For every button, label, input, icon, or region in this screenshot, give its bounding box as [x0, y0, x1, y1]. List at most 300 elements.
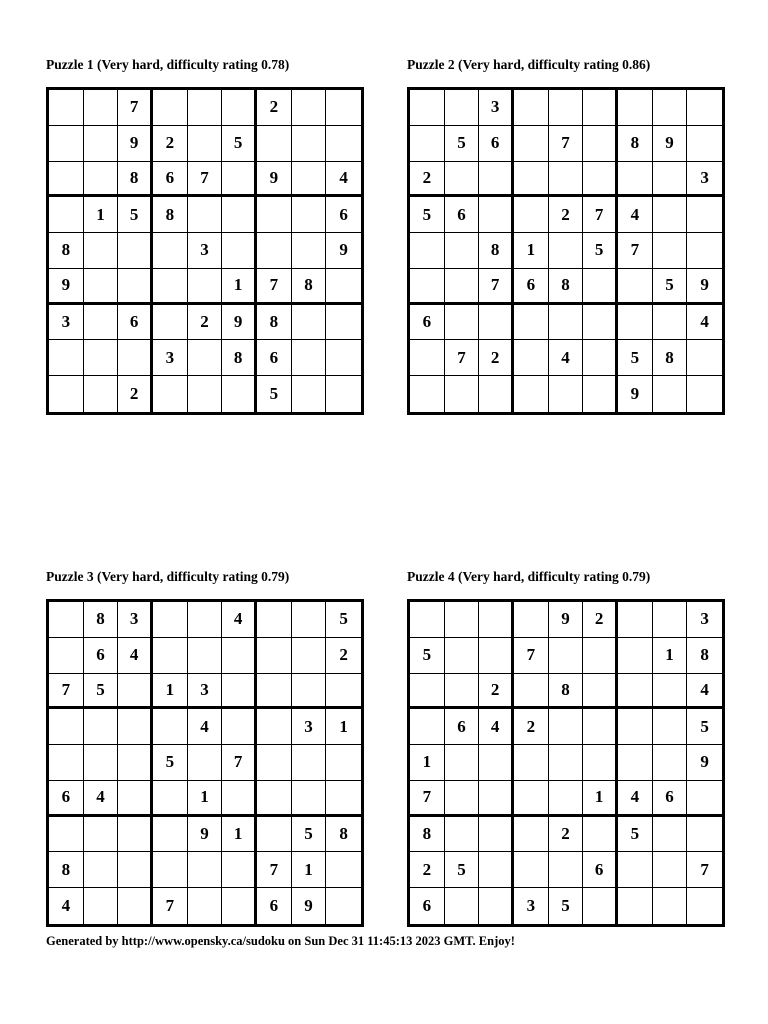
footer-text: Generated by http://www.opensky.ca/sudoku on Sun Dec 31 11:45:13 2023 GMT. Enjoy!: [46, 934, 515, 948]
sudoku-cell: 8: [618, 126, 653, 162]
sudoku-cell: 2: [153, 126, 188, 162]
sudoku-cell: [653, 197, 688, 233]
sudoku-cell: 1: [222, 817, 257, 853]
sudoku-cell: [49, 745, 84, 781]
sudoku-cell: 2: [326, 638, 361, 674]
sudoku-cell: [153, 781, 188, 817]
sudoku-cell: [618, 90, 653, 126]
sudoku-cell: [84, 233, 119, 269]
sudoku-cell: 2: [479, 674, 514, 710]
sudoku-cell: [118, 888, 153, 924]
sudoku-cell: 2: [410, 162, 445, 198]
sudoku-cell: [445, 638, 480, 674]
sudoku-cell: [583, 888, 618, 924]
sudoku-cell: [84, 852, 119, 888]
sudoku-cell: [257, 709, 292, 745]
sudoku-cell: [326, 340, 361, 376]
sudoku-cell: [653, 745, 688, 781]
sudoku-cell: [514, 340, 549, 376]
sudoku-cell: 1: [583, 781, 618, 817]
sudoku-cell: [292, 781, 327, 817]
sudoku-cell: [153, 817, 188, 853]
sudoku-cell: [410, 709, 445, 745]
sudoku-cell: [84, 305, 119, 341]
sudoku-cell: 7: [479, 269, 514, 305]
sudoku-cell: 6: [49, 781, 84, 817]
sudoku-cell: [153, 638, 188, 674]
sudoku-cell: 1: [410, 745, 445, 781]
sudoku-cell: 3: [479, 90, 514, 126]
sudoku-cell: 2: [549, 197, 584, 233]
sudoku-cell: [514, 602, 549, 638]
sudoku-cell: [292, 638, 327, 674]
sudoku-cell: [118, 852, 153, 888]
sudoku-cell: 7: [445, 340, 480, 376]
sudoku-cell: [618, 852, 653, 888]
sudoku-cell: [326, 305, 361, 341]
sudoku-cell: 8: [49, 852, 84, 888]
sudoku-cell: [445, 781, 480, 817]
sudoku-cell: [479, 638, 514, 674]
sudoku-cell: [653, 817, 688, 853]
sudoku-cell: 1: [84, 197, 119, 233]
sudoku-cell: [549, 781, 584, 817]
sudoku-cell: [84, 269, 119, 305]
sudoku-cell: [653, 305, 688, 341]
sudoku-cell: [49, 709, 84, 745]
sudoku-cell: [118, 745, 153, 781]
sudoku-cell: [84, 745, 119, 781]
sudoku-cell: 8: [49, 233, 84, 269]
sudoku-cell: 4: [687, 305, 722, 341]
sudoku-cell: 8: [479, 233, 514, 269]
sudoku-cell: [687, 126, 722, 162]
sudoku-cell: [653, 888, 688, 924]
sudoku-cell: [326, 376, 361, 412]
sudoku-cell: [118, 817, 153, 853]
sudoku-cell: 6: [410, 888, 445, 924]
sudoku-cell: [292, 90, 327, 126]
sudoku-cell: [292, 233, 327, 269]
sudoku-cell: [687, 376, 722, 412]
sudoku-cell: 4: [49, 888, 84, 924]
sudoku-cell: [188, 745, 223, 781]
sudoku-cell: 1: [514, 233, 549, 269]
sudoku-cell: [618, 269, 653, 305]
sudoku-cell: 5: [326, 602, 361, 638]
sudoku-cell: [583, 90, 618, 126]
sudoku-cell: [583, 269, 618, 305]
sudoku-cell: [479, 745, 514, 781]
sudoku-cell: [583, 305, 618, 341]
sudoku-cell: [84, 90, 119, 126]
sudoku-cell: [514, 90, 549, 126]
sudoku-cell: [583, 376, 618, 412]
sudoku-cell: [653, 674, 688, 710]
sudoku-cell: 7: [410, 781, 445, 817]
sudoku-cell: [84, 888, 119, 924]
sudoku-cell: 6: [445, 709, 480, 745]
sudoku-cell: [479, 602, 514, 638]
sudoku-cell: [687, 781, 722, 817]
sudoku-cell: 9: [549, 602, 584, 638]
sudoku-cell: [257, 638, 292, 674]
sudoku-cell: [84, 376, 119, 412]
sudoku-cell: 8: [326, 817, 361, 853]
sudoku-cell: 9: [222, 305, 257, 341]
sudoku-cell: 3: [514, 888, 549, 924]
sudoku-cell: [479, 162, 514, 198]
sudoku-cell: 9: [687, 269, 722, 305]
sudoku-cell: 7: [222, 745, 257, 781]
sudoku-grid: [407, 87, 725, 415]
sudoku-cell: 2: [549, 817, 584, 853]
sudoku-cell: 5: [292, 817, 327, 853]
sudoku-cell: 2: [479, 340, 514, 376]
sudoku-cell: [514, 674, 549, 710]
sudoku-cell: [445, 162, 480, 198]
sudoku-cell: 8: [292, 269, 327, 305]
sudoku-cell: [326, 269, 361, 305]
sudoku-cell: [257, 781, 292, 817]
sudoku-cell: 6: [514, 269, 549, 305]
sudoku-cell: [222, 197, 257, 233]
sudoku-cell: [549, 376, 584, 412]
sudoku-cell: [514, 817, 549, 853]
sudoku-cell: [549, 745, 584, 781]
sudoku-cell: [188, 376, 223, 412]
sudoku-cell: [326, 888, 361, 924]
sudoku-cell: [292, 745, 327, 781]
sudoku-cell: 8: [410, 817, 445, 853]
sudoku-cell: [49, 90, 84, 126]
sudoku-cell: 6: [479, 126, 514, 162]
sudoku-cell: [479, 817, 514, 853]
sudoku-cell: [618, 674, 653, 710]
sudoku-cell: [687, 90, 722, 126]
sudoku-cell: [222, 162, 257, 198]
sudoku-cell: 9: [653, 126, 688, 162]
sudoku-cell: 5: [118, 197, 153, 233]
sudoku-cell: [222, 90, 257, 126]
sudoku-cell: 5: [445, 852, 480, 888]
sudoku-cell: [84, 126, 119, 162]
sudoku-cell: 1: [153, 674, 188, 710]
sudoku-cell: 8: [84, 602, 119, 638]
sudoku-cell: [445, 269, 480, 305]
sudoku-cell: 9: [687, 745, 722, 781]
sudoku-cell: [153, 305, 188, 341]
sudoku-cell: [549, 162, 584, 198]
puzzle-3-title: Puzzle 3 (Very hard, difficulty rating 0.79): [46, 569, 290, 584]
sudoku-cell: [118, 340, 153, 376]
sudoku-cell: [410, 126, 445, 162]
sudoku-cell: [49, 162, 84, 198]
sudoku-cell: 8: [687, 638, 722, 674]
sudoku-cell: [410, 602, 445, 638]
sudoku-cell: [687, 888, 722, 924]
sudoku-cell: [292, 197, 327, 233]
sudoku-cell: 4: [479, 709, 514, 745]
sudoku-cell: [84, 162, 119, 198]
sudoku-cell: 5: [153, 745, 188, 781]
sudoku-cell: [326, 781, 361, 817]
sudoku-cell: 7: [153, 888, 188, 924]
sudoku-cell: 6: [84, 638, 119, 674]
sudoku-cell: [153, 269, 188, 305]
sudoku-cell: 5: [445, 126, 480, 162]
sudoku-grid: [46, 87, 364, 415]
sudoku-cell: [653, 233, 688, 269]
sudoku-cell: 4: [188, 709, 223, 745]
sudoku-cell: 2: [583, 602, 618, 638]
sudoku-cell: 9: [292, 888, 327, 924]
sudoku-cell: [326, 126, 361, 162]
sudoku-cell: 6: [257, 340, 292, 376]
sudoku-cell: 7: [549, 126, 584, 162]
sudoku-cell: 1: [326, 709, 361, 745]
sudoku-cell: 5: [257, 376, 292, 412]
sudoku-cell: [445, 90, 480, 126]
sudoku-cell: 9: [257, 162, 292, 198]
sudoku-cell: 7: [514, 638, 549, 674]
sudoku-cell: [292, 674, 327, 710]
sudoku-cell: 8: [257, 305, 292, 341]
sudoku-cell: 5: [653, 269, 688, 305]
sudoku-cell: [479, 197, 514, 233]
sudoku-cell: 9: [49, 269, 84, 305]
sudoku-cell: [410, 674, 445, 710]
sudoku-cell: 6: [445, 197, 480, 233]
sudoku-cell: [188, 126, 223, 162]
sudoku-cell: [514, 376, 549, 412]
sudoku-cell: [222, 638, 257, 674]
sudoku-cell: [153, 602, 188, 638]
sudoku-cell: 7: [618, 233, 653, 269]
sudoku-cell: [618, 709, 653, 745]
sudoku-cell: 8: [118, 162, 153, 198]
sudoku-cell: [188, 340, 223, 376]
sudoku-cell: 6: [653, 781, 688, 817]
sudoku-cell: [188, 90, 223, 126]
sudoku-cell: 5: [549, 888, 584, 924]
sudoku-cell: [410, 376, 445, 412]
sudoku-cell: 4: [326, 162, 361, 198]
sudoku-cell: [583, 745, 618, 781]
sudoku-cell: [49, 376, 84, 412]
sudoku-cell: [222, 852, 257, 888]
sudoku-cell: [514, 781, 549, 817]
sudoku-cell: [222, 888, 257, 924]
sudoku-cell: [292, 602, 327, 638]
sudoku-cell: 6: [153, 162, 188, 198]
sudoku-cell: [118, 709, 153, 745]
sudoku-cell: 7: [257, 269, 292, 305]
sudoku-cell: [292, 340, 327, 376]
sudoku-cell: [326, 90, 361, 126]
sudoku-cell: [445, 602, 480, 638]
sudoku-cell: [583, 126, 618, 162]
sudoku-cell: [618, 305, 653, 341]
sudoku-cell: 4: [618, 197, 653, 233]
sudoku-cell: [514, 305, 549, 341]
sudoku-cell: [410, 233, 445, 269]
sudoku-cell: [479, 888, 514, 924]
sudoku-cell: 3: [687, 162, 722, 198]
sudoku-cell: [514, 126, 549, 162]
sudoku-cell: [445, 305, 480, 341]
sudoku-cell: [618, 745, 653, 781]
sudoku-cell: [514, 745, 549, 781]
sudoku-cell: [118, 781, 153, 817]
sudoku-cell: [49, 197, 84, 233]
sudoku-cell: [257, 817, 292, 853]
sudoku-cell: 4: [118, 638, 153, 674]
sudoku-cell: [653, 162, 688, 198]
sudoku-cell: [514, 162, 549, 198]
sudoku-cell: [49, 638, 84, 674]
sudoku-cell: [326, 852, 361, 888]
sudoku-cell: [292, 162, 327, 198]
sudoku-cell: [653, 852, 688, 888]
sudoku-cell: [292, 126, 327, 162]
sudoku-cell: [653, 602, 688, 638]
sudoku-cell: [222, 674, 257, 710]
sudoku-cell: [49, 126, 84, 162]
sudoku-cell: [222, 233, 257, 269]
sudoku-cell: 7: [583, 197, 618, 233]
sudoku-cell: 5: [410, 197, 445, 233]
sudoku-cell: [222, 709, 257, 745]
sudoku-cell: [49, 817, 84, 853]
sudoku-cell: [153, 90, 188, 126]
sudoku-cell: 2: [410, 852, 445, 888]
sudoku-cell: [549, 638, 584, 674]
sudoku-cell: [84, 340, 119, 376]
sudoku-cell: [84, 817, 119, 853]
sudoku-cell: [618, 888, 653, 924]
sudoku-cell: 4: [222, 602, 257, 638]
sudoku-cell: [653, 90, 688, 126]
sudoku-cell: 7: [687, 852, 722, 888]
puzzle-1-title: Puzzle 1 (Very hard, difficulty rating 0.78): [46, 57, 290, 72]
sudoku-cell: [49, 602, 84, 638]
sudoku-cell: 2: [514, 709, 549, 745]
sudoku-cell: [687, 340, 722, 376]
sudoku-cell: [445, 376, 480, 412]
puzzle-2-title: Puzzle 2 (Very hard, difficulty rating 0.86): [407, 57, 651, 72]
sudoku-cell: [687, 817, 722, 853]
sudoku-cell: 9: [188, 817, 223, 853]
sudoku-cell: 6: [118, 305, 153, 341]
sudoku-cell: 4: [84, 781, 119, 817]
sudoku-cell: 9: [326, 233, 361, 269]
sudoku-cell: [118, 674, 153, 710]
sudoku-cell: 1: [292, 852, 327, 888]
sudoku-cell: [257, 602, 292, 638]
sudoku-cell: 3: [49, 305, 84, 341]
sudoku-cell: [445, 674, 480, 710]
sudoku-cell: 9: [618, 376, 653, 412]
sudoku-cell: [653, 709, 688, 745]
sudoku-cell: [514, 197, 549, 233]
sudoku-cell: 9: [118, 126, 153, 162]
sudoku-cell: [618, 162, 653, 198]
sudoku-cell: [188, 197, 223, 233]
sudoku-cell: [153, 709, 188, 745]
sudoku-cell: 6: [410, 305, 445, 341]
sudoku-cell: [222, 781, 257, 817]
sudoku-cell: [222, 376, 257, 412]
sudoku-cell: 8: [153, 197, 188, 233]
sudoku-cell: [188, 852, 223, 888]
sudoku-cell: [549, 233, 584, 269]
sudoku-cell: 5: [687, 709, 722, 745]
sudoku-cell: [257, 745, 292, 781]
sudoku-cell: 7: [188, 162, 223, 198]
sudoku-cell: 8: [653, 340, 688, 376]
sudoku-cell: [687, 233, 722, 269]
sudoku-cell: [188, 269, 223, 305]
sudoku-cell: 8: [222, 340, 257, 376]
sudoku-cell: 8: [549, 269, 584, 305]
sudoku-cell: [479, 376, 514, 412]
sudoku-cell: [118, 269, 153, 305]
sudoku-grid: [46, 599, 364, 927]
sudoku-cell: 4: [549, 340, 584, 376]
sudoku-cell: [549, 90, 584, 126]
sudoku-cell: [153, 233, 188, 269]
sudoku-cell: 5: [222, 126, 257, 162]
sudoku-cell: 2: [118, 376, 153, 412]
sudoku-cell: 8: [549, 674, 584, 710]
sudoku-cell: 7: [257, 852, 292, 888]
sudoku-cell: [445, 888, 480, 924]
sudoku-cell: 1: [188, 781, 223, 817]
sudoku-cell: [49, 340, 84, 376]
sudoku-cell: 5: [410, 638, 445, 674]
sudoku-cell: 1: [653, 638, 688, 674]
sudoku-cell: [257, 674, 292, 710]
sudoku-cell: [153, 376, 188, 412]
sudoku-cell: [118, 233, 153, 269]
sudoku-cell: 3: [188, 674, 223, 710]
sudoku-cell: [188, 888, 223, 924]
sudoku-cell: [618, 602, 653, 638]
sudoku-cell: 5: [84, 674, 119, 710]
sudoku-cell: 4: [687, 674, 722, 710]
sudoku-cell: [479, 305, 514, 341]
sudoku-cell: 6: [326, 197, 361, 233]
sudoku-cell: 6: [583, 852, 618, 888]
sudoku-cell: [410, 90, 445, 126]
sudoku-cell: [445, 817, 480, 853]
sudoku-cell: 1: [222, 269, 257, 305]
sudoku-cell: [583, 162, 618, 198]
sudoku-cell: [549, 305, 584, 341]
sudoku-cell: [257, 126, 292, 162]
sudoku-cell: [326, 674, 361, 710]
sudoku-cell: [445, 233, 480, 269]
sudoku-cell: [84, 709, 119, 745]
sudoku-cell: 3: [153, 340, 188, 376]
sudoku-cell: [257, 233, 292, 269]
sudoku-cell: [514, 852, 549, 888]
sudoku-cell: [257, 197, 292, 233]
sudoku-cell: [583, 340, 618, 376]
sudoku-cell: [583, 709, 618, 745]
sudoku-cell: [583, 638, 618, 674]
